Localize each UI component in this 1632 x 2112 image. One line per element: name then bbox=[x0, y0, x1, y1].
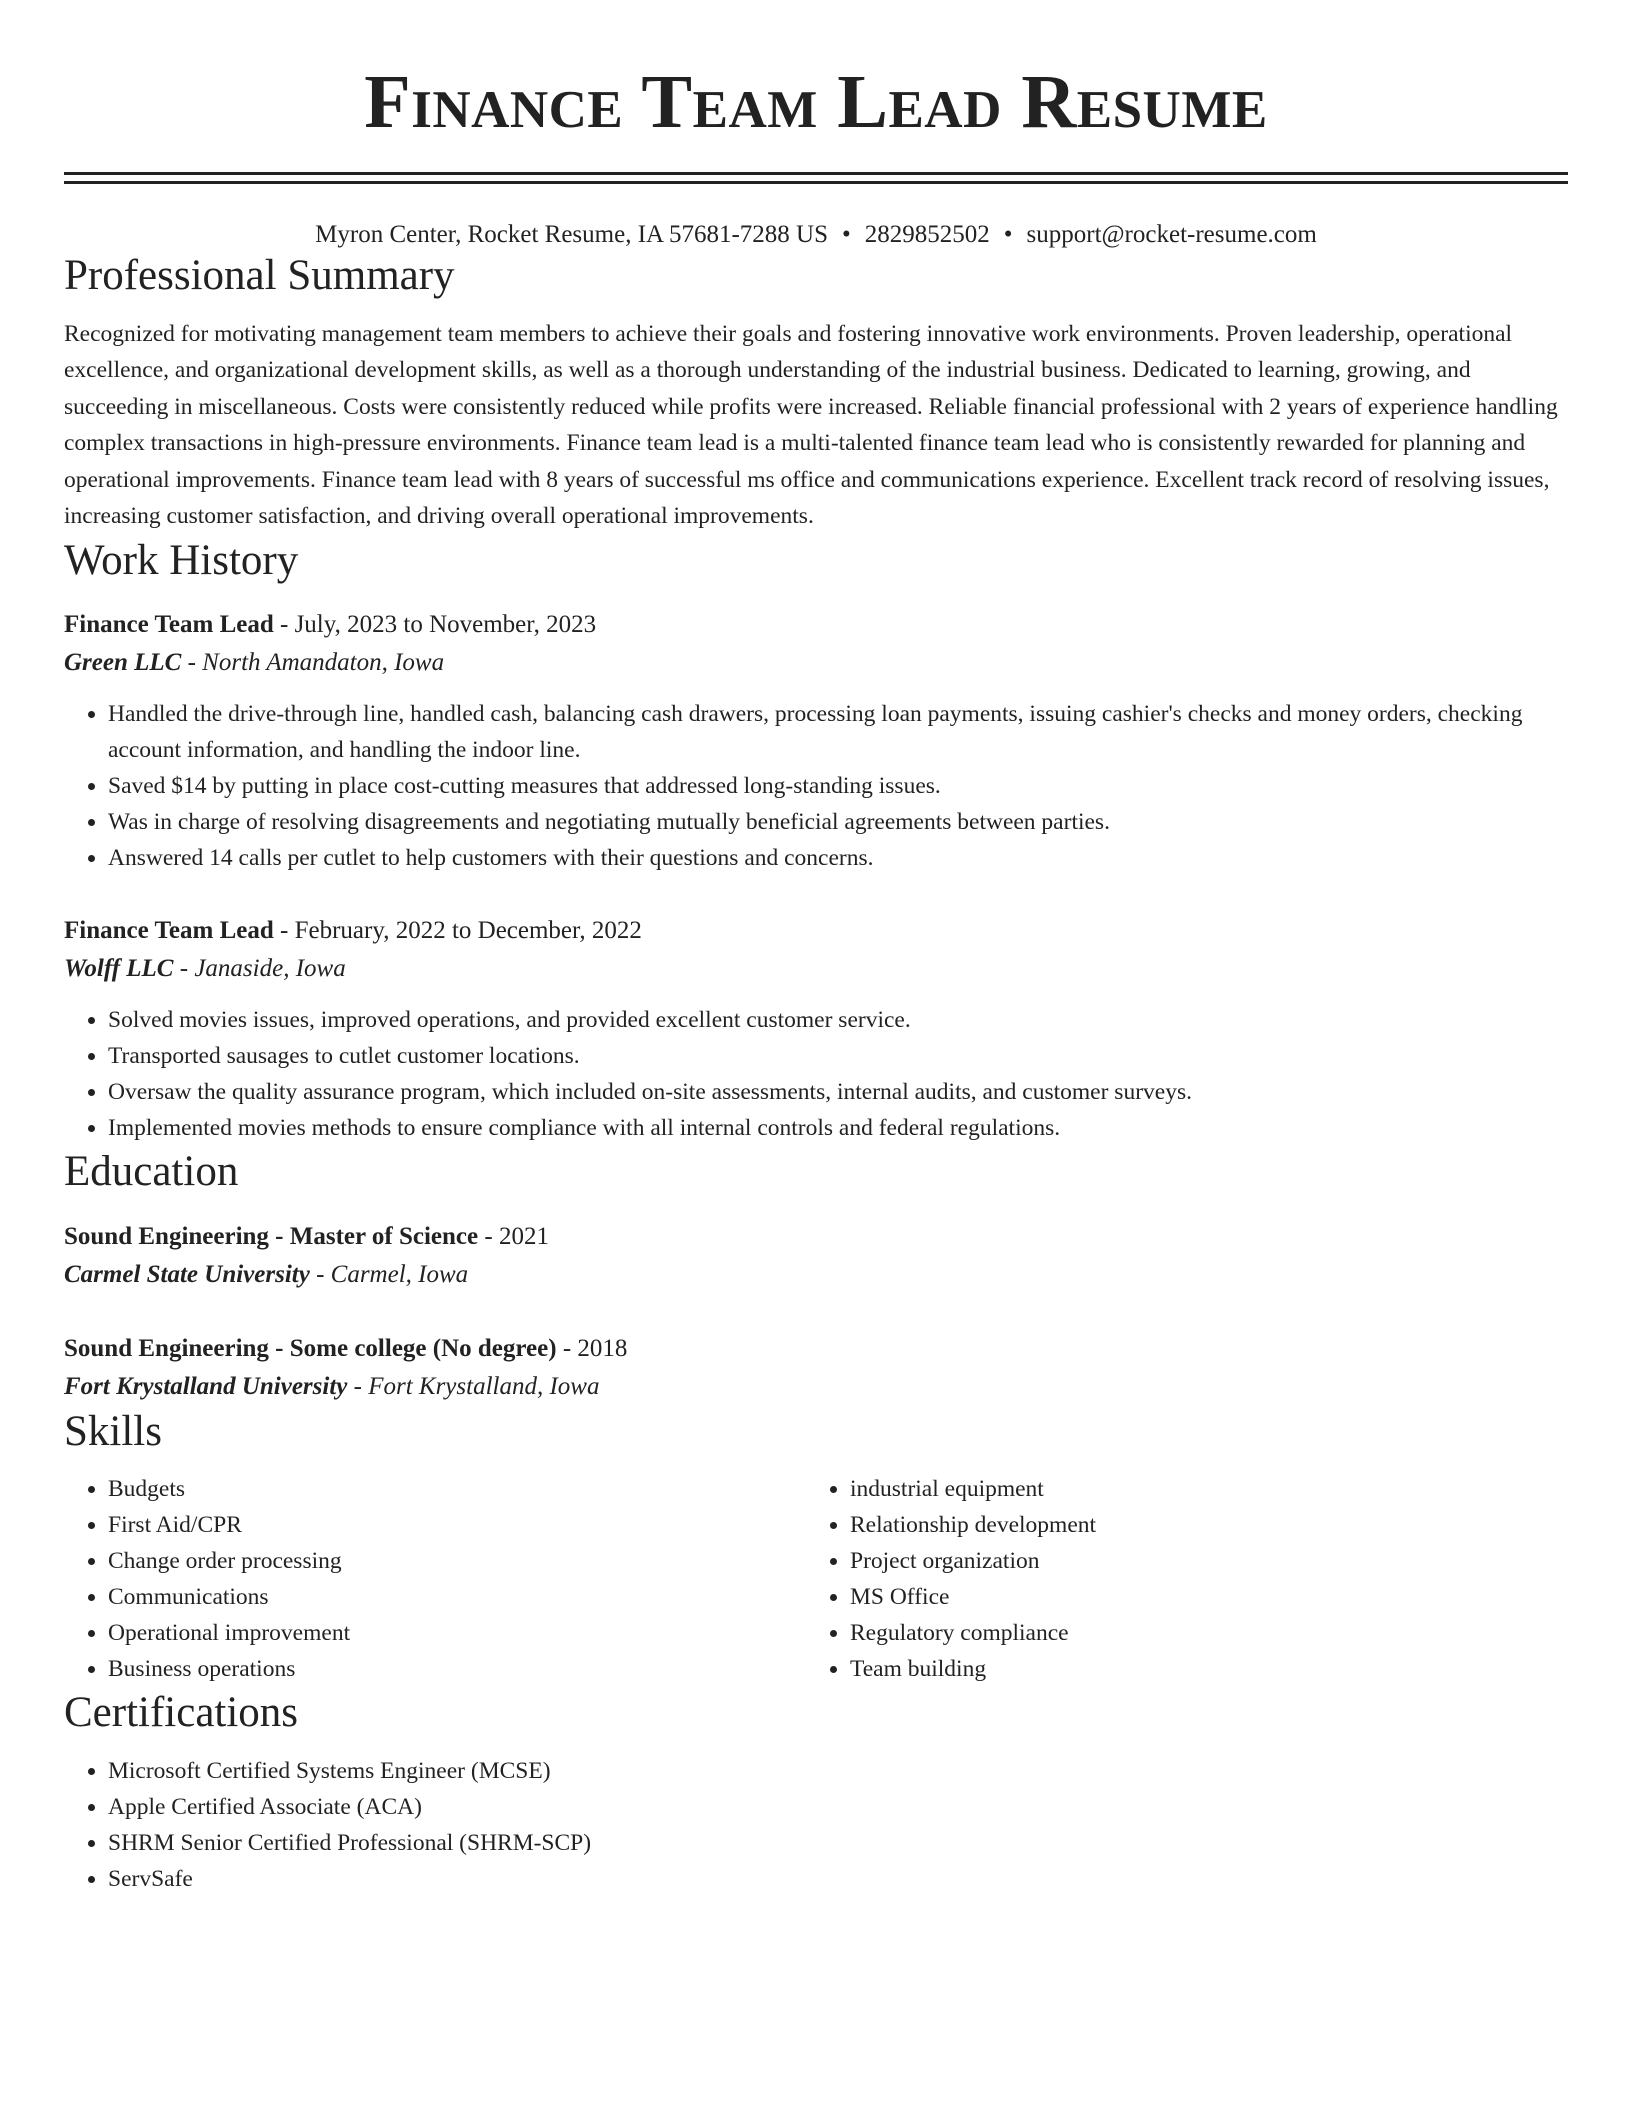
certifications-list bbox=[64, 1753, 1568, 1897]
contact-separator: • bbox=[1003, 221, 1013, 248]
list-item: • Business operations bbox=[108, 1651, 806, 1687]
education-school: Fort Krystalland University bbox=[64, 1372, 348, 1400]
job-location: - North Amandaton, Iowa bbox=[181, 649, 445, 677]
job-bullets bbox=[64, 1002, 1568, 1146]
skills-column-right bbox=[806, 1471, 1548, 1687]
list-item: • Operational improvement bbox=[108, 1615, 806, 1651]
education-year: - 2018 bbox=[556, 1334, 628, 1362]
list-item: • Implemented movies methods to ensure compliance with all internal controls and federal regulations. bbox=[108, 1110, 1568, 1146]
list-item: • SHRM Senior Certified Professional (SHRM-SCP) bbox=[108, 1825, 1568, 1861]
job-title: Finance Team Lead bbox=[64, 917, 274, 945]
summary-text: Recognized for motivating management team members to achieve their goals and fostering innovative work environments. Proven leadership, operational excellence, and organizational development skills, as well as a thorough understanding of the industrial business. Dedicated to learning, growing, and succeeding in miscellaneous. Costs were consistently reduced while profits were increased. Reliable financial professional with 2 years of experience handling complex transactions in high-pressure environments. Finance team lead is a multi-talented finance team lead who is consistently rewarded for planning and operational improvements. Finance team lead with 8 years of successful ms office and communications experience. Excellent track record of resolving issues, increasing customer satisfaction, and driving overall operational improvements. bbox=[64, 320, 1558, 530]
list-item: • industrial equipment bbox=[850, 1471, 1548, 1507]
list-item: • Change order processing bbox=[108, 1543, 806, 1579]
list-item: • Team building bbox=[850, 1651, 1548, 1687]
education-school: Carmel State University bbox=[64, 1260, 310, 1288]
job-bullets bbox=[64, 696, 1568, 876]
list-item: • Was in charge of resolving disagreements and negotiating mutually beneficial agreements between parties. bbox=[108, 804, 1568, 840]
summary-heading: Professional Summary bbox=[64, 252, 455, 299]
page-title: Finance Team Lead Resume bbox=[364, 60, 1268, 144]
contact-phone: 2829852502 bbox=[864, 221, 990, 248]
job-dates: - February, 2022 to December, 2022 bbox=[273, 917, 642, 945]
list-item: • Project organization bbox=[850, 1543, 1548, 1579]
list-item: • First Aid/CPR bbox=[108, 1507, 806, 1543]
contact-separator: • bbox=[842, 221, 851, 248]
job-entry bbox=[64, 912, 1568, 1146]
certifications-heading: Certifications bbox=[64, 1689, 299, 1737]
job-company: Green LLC bbox=[64, 649, 182, 677]
education-heading: Education bbox=[64, 1148, 239, 1196]
list-item: • Regulatory compliance bbox=[850, 1615, 1548, 1651]
contact-email: support@rocket-resume.com bbox=[1026, 221, 1317, 248]
list-item: • Oversaw the quality assurance program, which included on-site assessments, internal audits, and customer surveys. bbox=[108, 1074, 1568, 1110]
list-item: • Handled the drive-through line, handled cash, balancing cash drawers, processing loan payments, issuing cashier's checks and money orders, checking account information, and handling the indoor line. bbox=[108, 696, 1568, 768]
education-entry bbox=[64, 1330, 1568, 1406]
list-item: • Relationship development bbox=[850, 1507, 1548, 1543]
job-title: Finance Team Lead bbox=[64, 611, 274, 639]
contact-line bbox=[64, 220, 1568, 250]
list-item: • Answered 14 calls per cutlet to help customers with their questions and concerns. bbox=[108, 840, 1568, 876]
job-company: Wolff LLC bbox=[64, 955, 174, 983]
list-item: • ServSafe bbox=[108, 1861, 1568, 1897]
list-item: • Microsoft Certified Systems Engineer (MCSE) bbox=[108, 1753, 1568, 1789]
skills-list bbox=[64, 1471, 1568, 1687]
list-item: • Solved movies issues, improved operations, and provided excellent customer service. bbox=[108, 1002, 1568, 1038]
list-item: • Saved $14 by putting in place cost-cutting measures that addressed long-standing issues. bbox=[108, 768, 1568, 804]
education-year: - 2021 bbox=[478, 1222, 549, 1250]
education-degree: Sound Engineering - Some college (No degree) bbox=[64, 1334, 557, 1362]
skills-column-left bbox=[64, 1471, 806, 1687]
list-item: • Transported sausages to cutlet customer locations. bbox=[108, 1038, 1568, 1074]
job-location: - Janaside, Iowa bbox=[173, 955, 346, 983]
list-item: • MS Office bbox=[850, 1579, 1548, 1615]
education-degree: Sound Engineering - Master of Science bbox=[64, 1222, 479, 1250]
work-history-heading: Work History bbox=[64, 536, 299, 584]
skills-heading: Skills bbox=[64, 1407, 162, 1455]
education-entry bbox=[64, 1218, 1568, 1294]
education-location: - Carmel, Iowa bbox=[309, 1260, 469, 1288]
list-item: • Apple Certified Associate (ACA) bbox=[108, 1789, 1568, 1825]
job-entry bbox=[64, 606, 1568, 876]
contact-address: Myron Center, Rocket Resume, IA 57681-7288 US bbox=[315, 221, 828, 248]
education-location: - Fort Krystalland, Iowa bbox=[347, 1372, 600, 1400]
job-dates: - July, 2023 to November, 2023 bbox=[273, 611, 597, 639]
list-item: • Budgets bbox=[108, 1471, 806, 1507]
title-divider bbox=[64, 172, 1568, 184]
list-item: • Communications bbox=[108, 1579, 806, 1615]
